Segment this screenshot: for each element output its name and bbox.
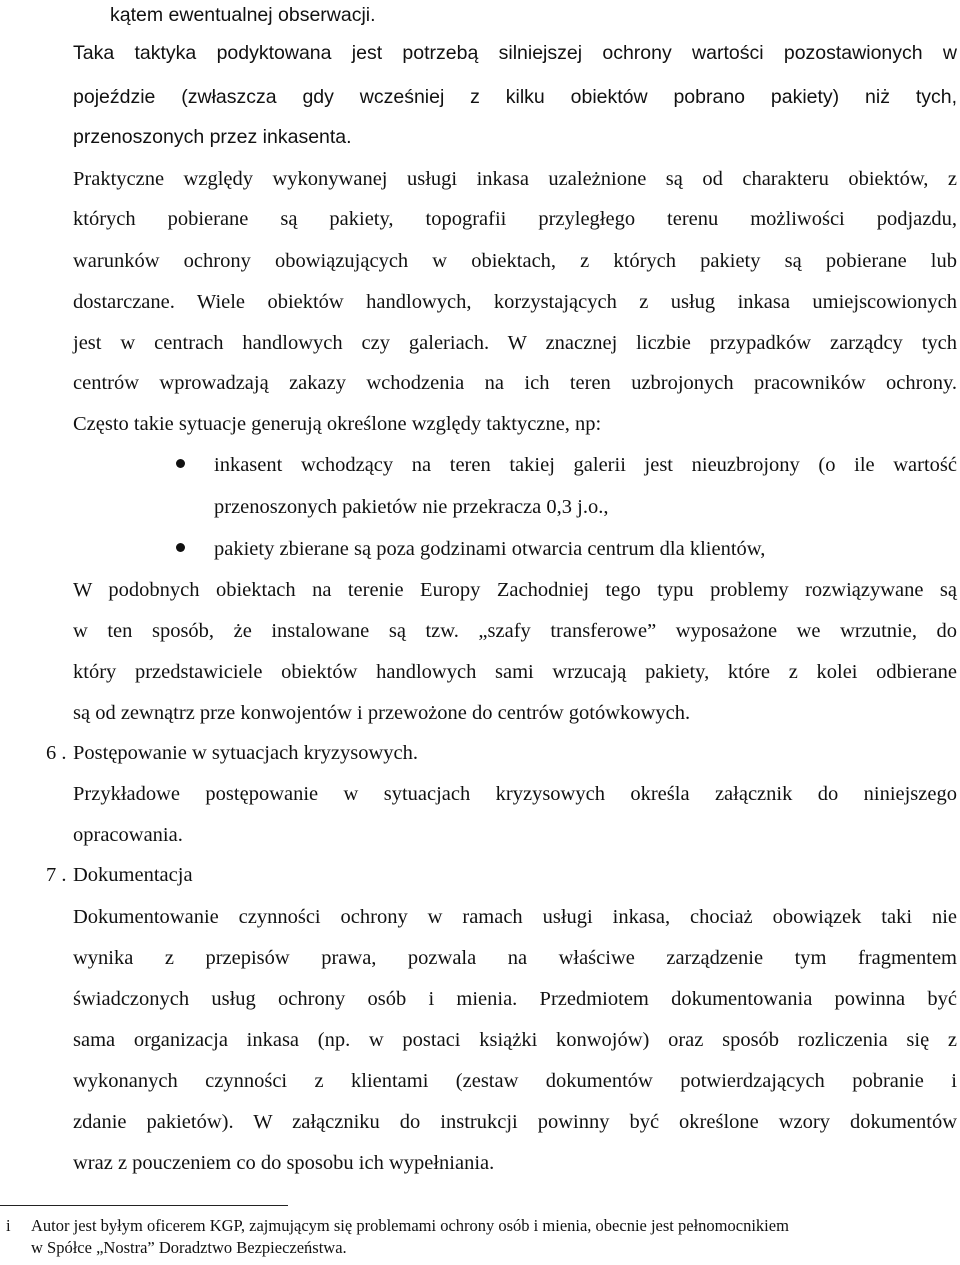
section-heading: Postępowanie w sytuacjach kryzysowych. [73,742,418,764]
paragraph-line: warunków ochrony obowiązujących w obiektach, z których pakiety są pobierane lub [73,250,957,272]
paragraph-line: są od zewnątrz prze konwojentów i przewożone do centrów gotówkowych. [73,702,691,724]
section-number: 6 . [46,742,67,764]
section-number: 7 . [46,864,67,886]
paragraph-line: który przedstawiciele obiektów handlowych sami wrzucają pakiety, które z kolei odbierane [73,661,957,683]
paragraph-line: których pobierane są pakiety, topografii przyległego terenu możliwości podjazdu, [73,208,957,230]
paragraph-line: w ten sposób, że instalowane są tzw. „szafy transferowe” wyposażone we wrzutnie, do [73,620,957,642]
paragraph-line: Przykładowe postępowanie w sytuacjach kryzysowych określa załącznik do niniejszego [73,783,957,805]
paragraph-line: centrów wprowadzają zakazy wchodzenia na ich teren uzbrojonych pracowników ochrony. [73,372,957,394]
paragraph-line: świadczonych usług ochrony osób i mienia. Przedmiotem dokumentowania powinna być [73,988,957,1010]
paragraph-line: opracowania. [73,824,183,846]
paragraph-line: Praktyczne względy wykonywanej usługi inkasa uzależnione są od charakteru obiektów, z [73,168,957,190]
paragraph-line: sama organizacja inkasa (np. w postaci książki konwojów) oraz sposób rozliczenia się z [73,1029,957,1051]
list-item-continuation: przenoszonych pakietów nie przekracza 0,3 j.o., [214,496,609,518]
footnote-marker: i [6,1216,11,1235]
footnote-text: Autor jest byłym oficerem KGP, zajmującym się problemami ochrony osób i mienia, obecnie jest pełnomocnikiem [31,1216,789,1235]
paragraph-line: pojeździe (zwłaszcza gdy wcześniej z kilku obiektów pobrano pakiety) niż tych, [73,86,957,108]
paragraph-line: Często takie sytuacje generują określone względy taktyczne, np: [73,413,602,435]
paragraph-line: wraz z pouczeniem co do sposobu ich wypełniania. [73,1152,495,1174]
paragraph-line: W podobnych obiektach na terenie Europy Zachodniej tego typu problemy rozwiązywane są [73,579,957,601]
paragraph-line: dostarczane. Wiele obiektów handlowych, korzystających z usług inkasa umiejscowionych [73,291,957,313]
paragraph-line: kątem ewentualnej obserwacji. [110,4,376,26]
footnote-separator [0,1205,288,1206]
paragraph-line: wynika z przepisów prawa, pozwala na właściwe zarządzenie tym fragmentem [73,947,957,969]
paragraph-line: Dokumentowanie czynności ochrony w ramach usługi inkasa, chociaż obowiązek taki nie [73,906,957,928]
paragraph-line: Taka taktyka podyktowana jest potrzebą silniejszej ochrony wartości pozostawionych w [73,42,957,64]
list-item: inkasent wchodzący na teren takiej galerii jest nieuzbrojony (o ile wartość [214,454,957,476]
paragraph-line: jest w centrach handlowych czy galeriach. W znacznej liczbie przypadków zarządcy tych [73,332,957,354]
section-heading: Dokumentacja [73,864,193,886]
paragraph-line: zdanie pakietów). W załączniku do instrukcji powinny być określone wzory dokumentów [73,1111,957,1133]
bullet-dot [176,543,185,552]
bullet-dot [176,459,185,468]
list-item: pakiety zbierane są poza godzinami otwarcia centrum dla klientów, [214,538,766,560]
paragraph-line: wykonanych czynności z klientami (zestaw dokumentów potwierdzających pobranie i [73,1070,957,1092]
footnote-text: w Spółce „Nostra” Doradztwo Bezpieczeństwa. [31,1238,347,1257]
paragraph-line: przenoszonych przez inkasenta. [73,126,352,148]
